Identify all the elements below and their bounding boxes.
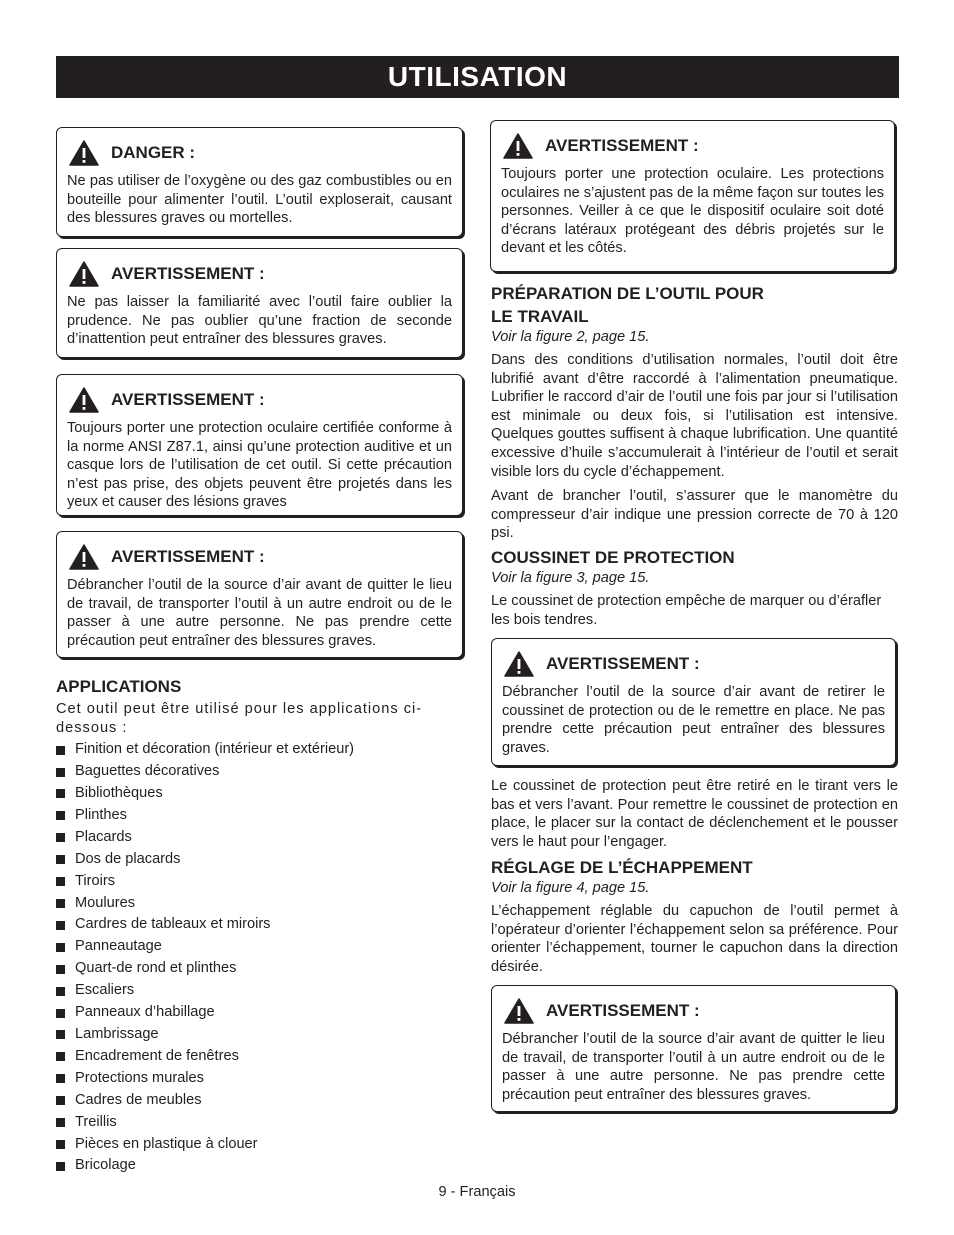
list-item [56,871,464,893]
list-item [56,980,464,1002]
square-bullet-icon [56,833,65,842]
page-footer: 9 - Français [438,1184,516,1200]
list-item [56,827,464,849]
page-title: UTILISATION [56,56,899,98]
square-bullet-icon [56,768,65,777]
list-item [56,914,464,936]
applications-title: APPLICATIONS [56,677,182,696]
list-item-label: Finition et décoration (intérieur et extérieur) [75,741,355,758]
warning-triangle-icon [69,140,99,166]
square-bullet-icon [56,921,65,930]
list-item-label: Tiroirs [75,872,115,889]
coussinet-paragraph-1: Le coussinet de protection empêche de marquer ou d’érafler les bois tendres. [491,593,882,628]
list-item [56,1024,464,1046]
warning-triangle-icon [504,998,534,1024]
list-item-label: Lambrissage [75,1025,159,1042]
list-item-label: Protections murales [75,1069,204,1086]
square-bullet-icon [56,877,65,886]
list-item-label: Treillis [75,1113,117,1130]
list-item-label: Pièces en plastique à clouer [75,1135,258,1152]
list-item [56,1002,464,1024]
list-item [56,893,464,915]
warning-title: AVERTISSEMENT : [546,1001,700,1020]
warning-title: AVERTISSEMENT : [111,390,265,409]
warning-text: Toujours porter une protection oculaire certifiée conforme à la norme ANSI Z87.1, ainsi qu’une protection auditive et un casque lors de l’utilisation de cet outil. Si cette précaution n’est pas prise, des objets peuvent être projetés dans les yeux et causer des lésions graves [67,420,452,510]
list-item-label: Escaliers [75,982,135,999]
square-bullet-icon [56,899,65,908]
square-bullet-icon [56,811,65,820]
square-bullet-icon [56,1074,65,1083]
list-item [56,958,464,980]
list-item-label: Bibliothèques [75,785,163,801]
echappement-paragraph: L’échappement réglable du capuchon de l’outil permet à l’opérateur d’orienter l’échappement selon sa préférence. Pour orienter l’échappement, tourner le capuchon dans la direction désirée. [491,903,898,975]
list-item [56,1134,464,1156]
warning-title: AVERTISSEMENT : [111,264,265,283]
warning-text: Ne pas laisser la familiarité avec l’outil faire oublier la prudence. Ne pas oublier qu’une fraction de seconde d’inattention peut entraîner des blessures graves. [67,294,452,347]
square-bullet-icon [56,1030,65,1039]
coussinet-section [491,546,898,629]
list-item-label: Panneaux d’habillage [75,1004,215,1021]
list-item-label: Panneautage [75,938,162,955]
prep-paragraph-2: Avant de brancher l’outil, s’assurer que le manomètre du compresseur d’air indique une pression correcte de 70 à 120 psi. [491,488,898,542]
danger-title: DANGER : [111,143,196,162]
list-item-label: Placards [75,828,132,845]
list-item-label: Encadrement de fenêtres [75,1047,239,1064]
coussinet-figure-ref: Voir la figure 3, page 15. [491,570,650,586]
prep-figure-ref: Voir la figure 2, page 15. [491,329,650,345]
warning-text: Toujours porter une protection oculaire. Les protections oculaires ne s’ajustent pas de la même façon sur toutes les personnes. Veiller à ce que le dispositif oculaire soit doté d’écrans latéraux protégeant des débris projetés sur le devant et les côtés. [501,166,884,256]
warning-box-familiarity [56,248,463,358]
square-bullet-icon [56,1096,65,1105]
warning-triangle-icon [503,133,533,159]
list-item-label: Cadres de meubles [75,1091,202,1108]
list-item [56,1068,464,1090]
list-item [56,805,464,827]
list-item [56,1155,464,1177]
list-item [56,783,464,805]
warning-triangle-icon [69,261,99,287]
square-bullet-icon [56,746,65,755]
warning-title: AVERTISSEMENT : [546,654,700,673]
applications-section [56,675,464,1177]
applications-list [56,739,464,1177]
square-bullet-icon [56,1162,65,1171]
square-bullet-icon [56,1052,65,1061]
list-item [56,761,464,783]
square-bullet-icon [56,1009,65,1018]
coussinet-paragraph-2-block [491,777,898,851]
list-item-label: Cardres de tableaux et miroirs [75,916,271,933]
prep-title-line2: LE TRAVAIL [491,307,589,326]
list-item [56,1046,464,1068]
applications-intro: Cet outil peut être utilisé pour les applications ci-dessous : [56,701,423,736]
warning-triangle-icon [69,387,99,413]
square-bullet-icon [56,1140,65,1149]
danger-text: Ne pas utiliser de l’oxygène ou des gaz combustibles ou en bouteille pour alimenter l’outil. L’outil exploserait, causant des blessures graves ou mortelles. [67,173,452,226]
list-item-label: Plinthes [75,806,127,823]
warning-triangle-icon [69,544,99,570]
list-item-label: Baguettes décoratives [75,763,220,780]
coussinet-title: COUSSINET DE PROTECTION [491,548,735,567]
warning-box-disconnect [56,531,463,658]
list-item [56,739,464,761]
warning-box-eyewear [490,120,895,272]
list-item [56,1112,464,1134]
coussinet-paragraph-2: Le coussinet de protection peut être retiré en le tirant vers le bas et vers l’avant. Pour remettre le coussinet de protection en place, le placer sur la contact de déclenchement et le pousser vers le haut pour l’engager. [491,778,898,850]
warning-triangle-icon [504,651,534,677]
prep-section [491,282,898,543]
list-item-label: Quart-de rond et plinthes [75,960,237,977]
warning-box-eye-protection [56,374,463,516]
list-item-label: Bricolage [75,1157,136,1174]
warning-text: Débrancher l’outil de la source d’air avant de quitter le lieu de travail, de transporter l’outil à un autre endroit ou de le passer à une autre personne. Ne pas prendre cette précaution peut entraîner des blessures graves. [502,1031,885,1103]
square-bullet-icon [56,789,65,798]
prep-paragraph-1: Dans des conditions d’utilisation normales, l’outil doit être lubrifié avant d’être raccordé à l’alimentation pneumatique. Lubrifier le raccord d’air de l’outil une fois par jour si l’utilisation est minimale ou deux fois, si l’utilisation est intensive. Quelques gouttes suffisent à chaque lubrification. Une quantité excessive d’huile s’accumulerait à l’intérieur de l’outil et serait visible lors du cycle d’échappement. [491,352,898,480]
list-item-label: Dos de placards [75,850,181,867]
warning-box-coussinet [491,638,896,766]
list-item [56,1090,464,1112]
echappement-figure-ref: Voir la figure 4, page 15. [491,880,650,896]
list-item [56,936,464,958]
warning-title: AVERTISSEMENT : [545,136,699,155]
echappement-title: RÉGLAGE DE L’ÉCHAPPEMENT [491,858,753,877]
danger-box [56,127,463,237]
square-bullet-icon [56,943,65,952]
echappement-section [491,856,898,976]
warning-text: Débrancher l’outil de la source d’air avant de quitter le lieu de travail, de transporter l’outil à un autre endroit ou de le passer à une autre personne. Ne pas prendre cette précaution peut entraîner des blessures graves. [67,577,452,649]
square-bullet-icon [56,1118,65,1127]
warning-text: Débrancher l’outil de la source d’air avant de retirer le coussinet de protection ou de le remettre en place. Ne pas prendre cette précaution peut entraîner des blessures graves. [502,684,885,756]
warning-box-disconnect-right [491,985,896,1112]
prep-title-line1: PRÉPARATION DE L’OUTIL POUR [491,284,764,303]
square-bullet-icon [56,965,65,974]
warning-title: AVERTISSEMENT : [111,547,265,566]
list-item [56,849,464,871]
list-item-label: Moulures [75,894,136,911]
square-bullet-icon [56,855,65,864]
square-bullet-icon [56,987,65,996]
